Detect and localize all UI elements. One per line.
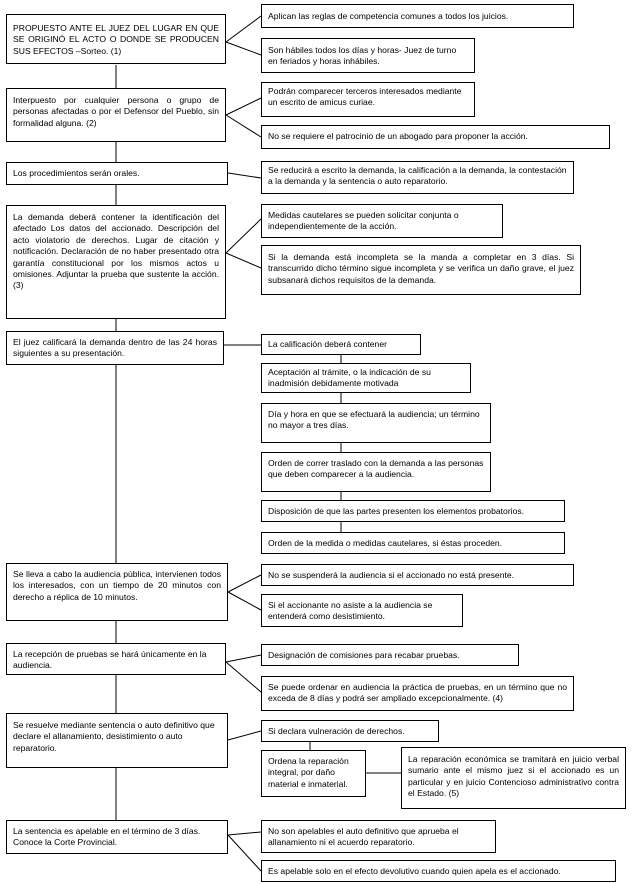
step-7-note-2: Se puede ordenar en audiencia la práctica de pruebas, en un término que no exceda de 8 días y podrá ser ampliado excepcionalmente. (4)	[261, 676, 574, 711]
step-5-sub-5: Orden de la medida o medidas cautelares, si éstas proceden.	[261, 532, 565, 554]
step-5-note-1: La calificación deberá contener	[261, 334, 421, 355]
step-6-box: Se lleva a cabo la audiencia pública, intervienen todos los interesados, con un tiempo de 20 minutos con derecho a réplica de 10 minutos.	[6, 563, 228, 621]
step-1-box: PROPUESTO ANTE EL JUEZ DEL LUGAR EN QUE SE ORIGINÓ EL ACTO O DONDE SE PRODUCEN SUS EFECTOS –Sorteo. (1)	[6, 14, 226, 64]
step-5-sub-4: Disposición de que las partes presenten los elementos probatorios.	[261, 500, 565, 522]
step-9-box: La sentencia es apelable en el término de 3 días. Conoce la Corte Provincial.	[6, 820, 228, 854]
step-1-note-1: Aplican las reglas de competencia comunes a todos los juicios.	[261, 4, 574, 28]
step-5-box: El juez calificará la demanda dentro de las 24 horas siguientes a su presentación.	[6, 331, 224, 365]
step-8-note-2: Ordena la reparación integral, por daño material e inmaterial.	[261, 750, 366, 797]
step-2-note-1: Podrán comparecer terceros interesados mediante un escrito de amicus curiae.	[261, 82, 475, 117]
step-2-note-2: No se requiere el patrocinio de un abogado para proponer la acción.	[261, 125, 610, 149]
step-3-note-1: Se reducirá a escrito la demanda, la calificación a la demanda, la contestación a la demanda y la sentencia o auto reparatorio.	[261, 161, 574, 194]
step-5-sub-3: Orden de correr traslado con la demanda a las personas que deben comparecer a la audiencia.	[261, 452, 491, 492]
step-8-note-1: Si declara vulneración de derechos.	[261, 720, 439, 742]
step-6-note-2: Si el accionante no asiste a la audiencia se entenderá como desistimiento.	[261, 594, 463, 627]
step-1-note-2: Son hábiles todos los días y horas- Juez de turno en feriados y horas inhábiles.	[261, 38, 475, 73]
step-8-note-3: La reparación económica se tramitará en juicio verbal sumario ante el mismo juez si el accionado es un particular y en juicio Contencioso administrativo contra el Estado. (5)	[401, 747, 626, 809]
step-4-box: La demanda deberá contener la identificación del afectado Los datos del accionado. Descripción del acto violatorio de derechos. Lugar de citación y notificación. Declaración de no haber presentado otra garantía constitucional por los mismos actos u omisiones. Adjuntar la prueba que sustente la acción. (3)	[6, 205, 226, 319]
step-6-note-1: No se suspenderá la audiencia si el accionado no está presente.	[261, 564, 574, 586]
step-7-note-1: Designación de comisiones para recabar pruebas.	[261, 644, 519, 666]
step-8-box: Se resuelve mediante sentencia o auto definitivo que declare el allanamiento, desistimiento o auto reparatorio.	[6, 713, 228, 768]
step-4-note-2: Si la demanda está incompleta se la manda a completar en 3 días. Si transcurrido dicho término sigue incompleta y se verifica un daño grave, el juez subsanará dichos requisitos de la demanda.	[261, 245, 581, 295]
step-5-sub-2: Día y hora en que se efectuará la audiencia; un término no mayor a tres días.	[261, 403, 491, 443]
step-9-note-2: Es apelable solo en el efecto devolutivo cuando quien apela es el accionado.	[261, 860, 616, 882]
step-2-box: Interpuesto por cualquier persona o grupo de personas afectadas o por el Defensor del Pueblo, sin formalidad alguna. (2)	[6, 88, 226, 142]
step-3-box: Los procedimientos serán orales.	[6, 162, 228, 185]
step-9-note-1: No son apelables el auto definitivo que aprueba el allanamiento ni el acuerdo reparatorio.	[261, 820, 496, 853]
step-4-note-1: Medidas cautelares se pueden solicitar conjunta o independientemente de la acción.	[261, 204, 503, 238]
step-5-sub-1: Aceptación al trámite, o la indicación de su inadmisión debidamente motivada	[261, 363, 471, 393]
step-7-box: La recepción de pruebas se hará únicamente en la audiencia.	[6, 643, 226, 675]
